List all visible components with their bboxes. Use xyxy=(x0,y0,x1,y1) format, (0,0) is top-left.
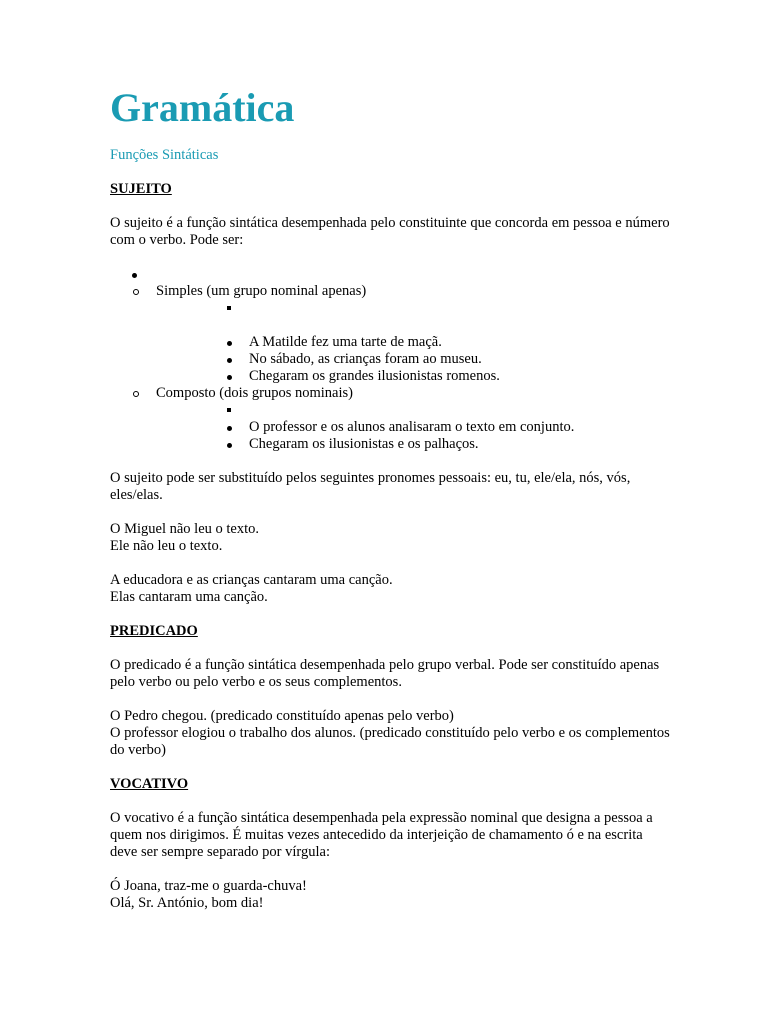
disc-bullet-icon xyxy=(227,443,232,448)
list-item xyxy=(110,334,670,351)
sujeito-intro: O sujeito é a função sintática desempenhada pelo constituinte que concorda em pessoa e número com o verbo. Pode ser: xyxy=(110,215,670,248)
disc-bullet-icon xyxy=(132,273,137,278)
square-bullet-icon xyxy=(227,306,231,310)
sujeito-example-2a: A educadora e as crianças cantaram uma canção. xyxy=(110,572,393,588)
disc-bullet-icon xyxy=(227,358,232,363)
list-item-composto xyxy=(110,385,670,402)
square-bullet-icon xyxy=(227,408,231,412)
predicado-intro: O predicado é a função sintática desempenhada pelo grupo verbal. Pode ser constituído apenas pelo verbo ou pelo verbo e os seus complementos. xyxy=(110,657,660,690)
simples-example-text: A Matilde fez uma tarte de maçã. xyxy=(249,334,442,350)
document-title: Gramática xyxy=(110,85,295,130)
vocativo-example-2: Olá, Sr. António, bom dia! xyxy=(110,895,264,911)
list-item xyxy=(110,351,670,368)
predicado-example-1: O Pedro chegou. (predicado constituído apenas pelo verbo) xyxy=(110,708,454,724)
list-item-empty xyxy=(110,300,670,317)
list-item xyxy=(110,368,670,385)
circle-bullet-icon xyxy=(133,289,139,295)
list-item-empty xyxy=(110,402,670,419)
sujeito-types-list xyxy=(110,283,670,300)
predicado-example-2: O professor elogiou o trabalho dos alunos. (predicado constituído pelo verbo e os complementos do verbo) xyxy=(110,725,670,758)
document-subtitle: Funções Sintáticas xyxy=(110,147,219,163)
document-body xyxy=(110,84,670,912)
list-item xyxy=(110,436,670,453)
disc-bullet-icon xyxy=(227,375,232,380)
simples-sublist xyxy=(110,300,670,334)
vocativo-example-1: Ó Joana, traz-me o guarda-chuva! xyxy=(110,878,307,894)
simples-examples-list xyxy=(110,334,670,385)
simples-example-text: No sábado, as crianças foram ao museu. xyxy=(249,351,482,367)
disc-bullet-icon xyxy=(227,341,232,346)
section-heading-vocativo: VOCATIVO xyxy=(110,776,189,792)
sujeito-substitution: O sujeito pode ser substituído pelos seguintes pronomes pessoais: eu, tu, ele/ela, nós, vós, eles/elas. xyxy=(110,470,631,503)
list-item-empty xyxy=(110,266,670,283)
simples-example-text: Chegaram os grandes ilusionistas romenos. xyxy=(249,368,500,384)
section-heading-predicado: PREDICADO xyxy=(110,623,198,639)
circle-bullet-icon xyxy=(133,391,139,397)
sujeito-example-1b: Ele não leu o texto. xyxy=(110,538,223,554)
simples-label: Simples (um grupo nominal apenas) xyxy=(156,283,367,299)
sujeito-list xyxy=(110,266,670,283)
composto-label: Composto (dois grupos nominais) xyxy=(156,385,353,401)
sujeito-example-2b: Elas cantaram uma canção. xyxy=(110,589,268,605)
composto-example-text: Chegaram os ilusionistas e os palhaços. xyxy=(249,436,479,452)
section-heading-sujeito: SUJEITO xyxy=(110,181,172,197)
list-item-spacer xyxy=(110,317,670,334)
sujeito-types-list-2 xyxy=(110,385,670,402)
sujeito-example-1a: O Miguel não leu o texto. xyxy=(110,521,260,537)
list-item xyxy=(110,419,670,436)
composto-example-text: O professor e os alunos analisaram o texto em conjunto. xyxy=(249,419,575,435)
vocativo-intro: O vocativo é a função sintática desempenhada pela expressão nominal que designa a pessoa a quem nos dirigimos. É muitas vezes antecedido da interjeição de chamamento ó e na escrita deve ser sempre separado por vírgula: xyxy=(110,810,653,860)
list-item-simples xyxy=(110,283,670,300)
disc-bullet-icon xyxy=(227,426,232,431)
composto-examples-list xyxy=(110,419,670,453)
composto-sublist xyxy=(110,402,670,419)
